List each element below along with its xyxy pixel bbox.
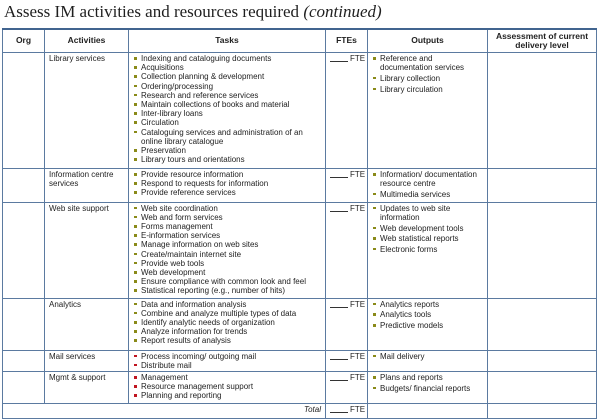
list-item [133,91,321,100]
list-item [133,128,321,146]
fte-blank[interactable] [330,405,348,413]
list-item-text: Process incoming/ outgoing mail [141,351,257,361]
list-item [133,382,321,391]
activity-cell: Analytics [45,298,129,350]
bullet-icon [134,66,137,69]
list-item [133,352,321,361]
list-item [133,82,321,91]
bullet-icon [134,75,137,78]
list-item-text: Inter-library loans [141,109,203,119]
bullet-icon [134,376,137,379]
list-item-text: Statistical reporting (e.g., number of hits) [141,286,286,296]
list-item [372,300,483,309]
list-item [133,179,321,188]
bullet-icon [134,280,137,283]
tasks-cell [129,169,326,203]
list-item-text: Forms management [141,222,213,232]
bullet-icon [373,324,376,327]
bullet-icon [134,158,137,161]
tasks-cell [129,298,326,350]
list-item-text: Create/maintain internet site [141,249,242,259]
table-row [3,372,597,404]
list-item-text: Multimedia services [380,189,451,199]
list-item-text: Mail delivery [380,351,425,361]
list-item-text: Collection planning & development [141,72,265,82]
list-item-text: Distribute mail [141,360,192,370]
list-item [372,245,483,254]
activity-cell: Web site support [45,202,129,298]
list-item [133,54,321,63]
header-tasks: Tasks [129,29,326,53]
activity-cell: Library services [45,53,129,169]
assessment-cell[interactable] [488,53,597,169]
org-cell[interactable] [3,202,45,298]
list-item-text: Web and form services [141,212,223,222]
list-item-text: Report results of analysis [141,336,231,346]
header-assessment: Assessment of current delivery level [488,29,597,53]
list-item [133,259,321,268]
list-item [133,231,321,240]
outputs-list [372,54,483,94]
bullet-icon [134,191,137,194]
outputs-cell [368,53,488,169]
list-item [133,318,321,327]
tasks-list [133,54,321,164]
list-item-text: Provide resource information [141,170,244,179]
header-org: Org [3,29,45,53]
list-item-text: Cataloguing services and administration of an online library catalogue [141,127,303,146]
bullet-icon [134,330,137,333]
list-item-text: Ordering/processing [141,81,214,91]
list-item [372,224,483,233]
list-item-text: Maintain collections of books and material [141,100,290,110]
list-item-text: Library circulation [380,84,443,94]
list-item-text: Analyze information for trends [141,327,248,337]
list-item [133,170,321,179]
table-row [3,350,597,371]
bullet-icon [134,253,137,256]
bullet-icon [134,355,137,358]
assessment-cell[interactable] [488,202,597,298]
list-item [133,309,321,318]
assessment-cell[interactable] [488,298,597,350]
list-item-text: Data and information analysis [141,299,247,309]
list-item-text: Web development tools [380,223,464,233]
bullet-icon [134,216,137,219]
list-item-text: Library collection [380,73,441,83]
bullet-icon [373,355,376,358]
list-item [133,188,321,197]
list-item-text: Planning and reporting [141,391,222,401]
tasks-cell [129,372,326,404]
list-item-text: Indexing and cataloguing documents [141,54,272,63]
total-outputs-cell [368,404,488,419]
list-item-text: Research and reference services [141,90,259,100]
title-main: Assess IM activities and resources required [4,2,304,21]
list-item-text: Provide web tools [141,258,205,268]
outputs-cell [368,202,488,298]
title-suffix: (continued) [303,2,382,21]
header-activities: Activities [45,29,129,53]
fte-field[interactable] [326,350,368,371]
outputs-cell [368,372,488,404]
total-label: Total [3,404,326,419]
bullet-icon [373,387,376,390]
outputs-list [372,373,483,393]
list-item [372,170,483,188]
fte-unit: FTE [350,299,366,309]
list-item [133,222,321,231]
org-cell[interactable] [3,372,45,404]
list-item [133,336,321,345]
list-item [372,352,483,361]
list-item-text: Predictive models [380,321,444,331]
tasks-list [133,204,321,296]
bullet-icon [134,85,137,88]
list-item [372,190,483,199]
list-item [372,310,483,319]
org-cell[interactable] [3,53,45,169]
bullet-icon [134,394,137,397]
org-cell[interactable] [3,298,45,350]
list-item [133,100,321,109]
table-row [3,202,597,298]
fte-blank[interactable] [330,54,348,62]
org-cell[interactable] [3,350,45,371]
list-item [133,250,321,259]
list-item-text: Acquisitions [141,63,184,73]
list-item-text: Web development [141,268,206,278]
bullet-icon [373,88,376,91]
bullet-icon [373,227,376,230]
fte-unit: FTE [350,54,366,63]
bullet-icon [134,262,137,265]
outputs-list [372,170,483,199]
list-item-text: Analytics tools [380,310,432,320]
fte-unit: FTE [350,351,366,361]
fte-unit: FTE [350,170,366,179]
list-item [133,327,321,336]
fte-blank[interactable] [330,204,348,212]
fte-blank[interactable] [330,300,348,308]
list-item [133,109,321,118]
outputs-list [372,204,483,255]
list-item [133,300,321,309]
bullet-icon [373,313,376,316]
fte-field[interactable] [326,202,368,298]
tasks-list [133,373,321,401]
bullet-icon [134,364,137,367]
bullet-icon [134,289,137,292]
bullet-icon [134,112,137,115]
list-item-text: Management [141,373,188,383]
bullet-icon [373,77,376,80]
outputs-cell [368,298,488,350]
bullet-icon [134,57,137,60]
bullet-icon [373,303,376,306]
list-item-text: Analytics reports [380,299,440,309]
total-assessment-cell[interactable] [488,404,597,419]
bullet-icon [134,131,137,134]
list-item-text: Updates to web site information [380,203,451,222]
bullet-icon [134,182,137,185]
header-ftes: FTEs [326,29,368,53]
list-item [372,54,483,72]
bullet-icon [134,173,137,176]
bullet-icon [134,339,137,342]
list-item-text: Web site coordination [141,203,218,213]
list-item [133,213,321,222]
org-cell[interactable] [3,169,45,203]
tasks-list [133,300,321,346]
list-item [133,118,321,127]
list-item [372,321,483,330]
list-item [133,204,321,213]
bullet-icon [134,385,137,388]
list-item [133,155,321,164]
list-item-text: Ensure compliance with common look and feel [141,277,306,287]
fte-unit: FTE [350,405,366,415]
header-outputs: Outputs [368,29,488,53]
bullet-icon [134,321,137,324]
list-item [133,391,321,400]
list-item [133,361,321,370]
tasks-cell [129,350,326,371]
bullet-icon [134,234,137,237]
bullet-icon [134,207,137,210]
list-item-text: E-information services [141,231,221,241]
list-item-text: Plans and reports [380,373,443,383]
outputs-cell [368,169,488,203]
list-item-text: Respond to requests for information [141,179,269,189]
total-row [3,404,597,419]
assessment-cell[interactable] [488,350,597,371]
bullet-icon [373,248,376,251]
bullet-icon [373,57,376,60]
tasks-list [133,170,321,198]
list-item [372,204,483,222]
tasks-cell [129,53,326,169]
list-item-text: Resource management support [141,382,254,392]
list-item-text: Provide reference services [141,188,236,198]
fte-unit: FTE [350,373,366,383]
list-item [372,234,483,243]
bullet-icon [134,94,137,97]
assessment-cell[interactable] [488,169,597,203]
outputs-list [372,300,483,331]
fte-blank[interactable] [330,352,348,360]
activity-cell: Mail services [45,350,129,371]
fte-unit: FTE [350,203,366,213]
list-item-text: Identify analytic needs of organization [141,318,275,328]
fte-field[interactable] [326,372,368,404]
fte-field[interactable] [326,53,368,169]
assessment-cell[interactable] [488,372,597,404]
table-row [3,169,597,203]
list-item [133,277,321,286]
bullet-icon [134,225,137,228]
table-row [3,53,597,169]
list-item [372,373,483,382]
list-item-text: Information/ documentation resource centre [380,170,477,189]
bullet-icon [134,103,137,106]
list-item-text: Circulation [141,118,179,128]
bullet-icon [373,173,376,176]
list-item [133,240,321,249]
bullet-icon [134,271,137,274]
bullet-icon [373,193,376,196]
activity-cell: Information centre services [45,169,129,203]
fte-field[interactable] [326,169,368,203]
fte-blank[interactable] [330,170,348,178]
list-item-text: Manage information on web sites [141,240,259,250]
list-item [133,63,321,72]
page-title [4,2,382,22]
list-item-text: Combine and analyze multiple types of data [141,308,297,318]
bullet-icon [134,303,137,306]
list-item-text: Electronic forms [380,244,438,254]
bullet-icon [373,376,376,379]
im-activities-table [2,28,597,419]
bullet-icon [134,312,137,315]
bullet-icon [134,243,137,246]
list-item [133,286,321,295]
list-item [372,85,483,94]
activity-cell: Mgmt & support [45,372,129,404]
header-row [3,29,597,53]
bullet-icon [373,237,376,240]
outputs-list [372,352,483,361]
list-item [133,72,321,81]
list-item-text: Web statistical reports [380,234,459,244]
bullet-icon [134,121,137,124]
total-fte-field[interactable] [326,404,368,419]
list-item [133,146,321,155]
list-item [133,373,321,382]
list-item [372,384,483,393]
list-item-text: Budgets/ financial reports [380,383,471,393]
fte-field[interactable] [326,298,368,350]
bullet-icon [373,207,376,210]
list-item [372,74,483,83]
tasks-cell [129,202,326,298]
list-item-text: Preservation [141,146,186,156]
outputs-cell [368,350,488,371]
fte-blank[interactable] [330,373,348,381]
list-item-text: Library tours and orientations [141,155,245,165]
bullet-icon [134,149,137,152]
list-item-text: Reference and documentation services [380,54,465,73]
list-item [133,268,321,277]
tasks-list [133,352,321,370]
table-row [3,298,597,350]
